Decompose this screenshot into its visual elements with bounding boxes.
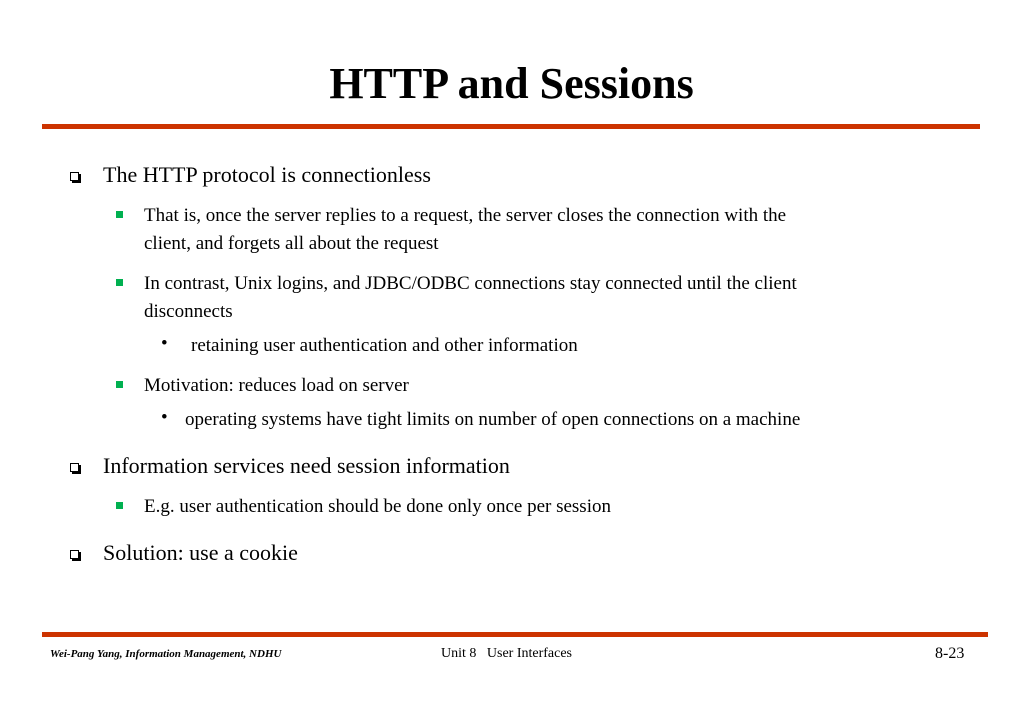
bullet-information-services: Information services need session information	[103, 453, 510, 478]
green-square-bullet-icon	[116, 211, 123, 218]
bullet-line: That is, once the server replies to a request, the server closes the connection with the	[144, 205, 787, 226]
green-square-bullet-icon	[116, 381, 123, 388]
footer-page-number: 8-23	[935, 645, 965, 662]
bullet-line: In contrast, Unix logins, and JDBC/ODBC connections stay connected until the client	[144, 273, 797, 294]
hollow-square-bullet-icon	[70, 550, 79, 559]
bullet-user-auth-once: E.g. user authentication should be done only once per session	[144, 496, 611, 517]
dot-bullet-icon: •	[161, 407, 168, 428]
bullet-motivation: Motivation: reduces load on server	[144, 375, 409, 396]
green-square-bullet-icon	[116, 502, 123, 509]
green-square-bullet-icon	[116, 279, 123, 286]
dot-bullet-icon: •	[161, 333, 168, 354]
bullet-os-limits: operating systems have tight limits on number of open connections on a machine	[185, 409, 801, 430]
footer-author: Wei-Pang Yang, Information Management, NDHU	[50, 648, 282, 660]
slide-title: HTTP and Sessions	[329, 59, 694, 108]
bullet-solution-cookie: Solution: use a cookie	[103, 540, 298, 565]
bullet-line: client, and forgets all about the request	[144, 233, 439, 254]
bullet-server-closes-connection	[144, 202, 974, 258]
bullet-http-connectionless: The HTTP protocol is connectionless	[103, 162, 431, 187]
bullet-unix-jdbc-connections	[144, 270, 974, 326]
footer-unit: Unit 8 User Interfaces	[441, 646, 573, 661]
bullet-line: disconnects	[144, 301, 233, 322]
bullet-retaining-auth: retaining user authentication and other information	[191, 335, 578, 356]
hollow-square-bullet-icon	[70, 172, 79, 181]
hollow-square-bullet-icon	[70, 463, 79, 472]
footer-divider	[42, 632, 988, 637]
